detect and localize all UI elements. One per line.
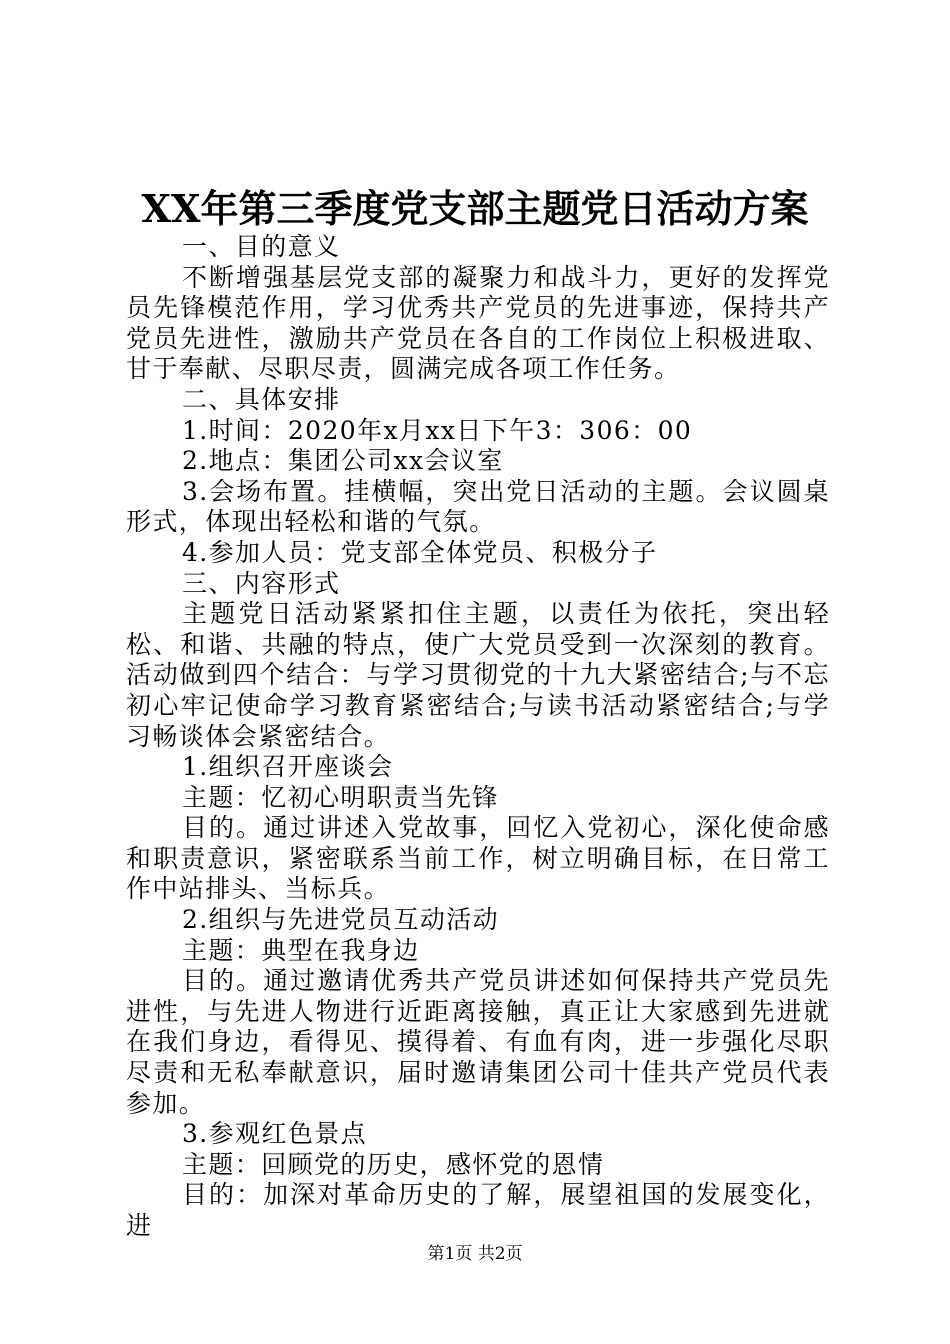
list-item: 2.地点：集团公司xx会议室 <box>182 446 504 476</box>
paragraph: 目的：加深对革命历史的了解，展望祖国的发展变化，进 <box>126 1180 830 1240</box>
subsection-heading: 3.参观红色景点 <box>182 1119 368 1149</box>
paragraph: 主题：忆初心明职责当先锋 <box>182 782 499 812</box>
paragraph: 不断增强基层党支部的凝聚力和战斗力，更好的发挥党员先锋模范作用，学习优秀共产党员的先进事迹，保持共产党员先进性，激励共产党员在各自的工作岗位上积极进取、甘于奉献、尽职尽责，圆满完成各项工作任务。 <box>126 262 830 384</box>
paragraph: 目的。通过邀请优秀共产党员讲述如何保持共产党员先进性，与先进人物进行近距离接触，真正让大家感到先进就在我们身边，看得见、摸得着、有血有肉，进一步强化尽职尽责和无私奉献意识，届时邀请集团公司十佳共产党员代表参加。 <box>126 966 830 1118</box>
subsection-heading: 1.组织召开座谈会 <box>182 752 394 782</box>
page-title: XX年第三季度党支部主题党日活动方案 <box>141 186 809 231</box>
paragraph: 主题党日活动紧紧扣住主题，以责任为依托，突出轻松、和谐、共融的特点，使广大党员受到一次深刻的教育。活动做到四个结合：与学习贯彻党的十九大紧密结合;与不忘初心牢记使命学习教育紧密结合;与读书活动紧密结合;与学习畅谈体会紧密结合。 <box>126 599 830 751</box>
section-heading: 一、目的意义 <box>182 232 341 261</box>
subsection-heading: 2.组织与先进党员互动活动 <box>182 905 500 935</box>
section-heading: 三、内容形式 <box>182 568 341 598</box>
list-item: 4.参加人员：党支部全体党员、积极分子 <box>182 537 658 567</box>
list-item: 1.时间：2020年x月xx日下午3：306：00 <box>182 415 693 445</box>
paragraph: 主题：典型在我身边 <box>182 935 420 965</box>
list-item: 3.会场布置。挂横幅，突出党日活动的主题。会议圆桌形式，体现出轻松和谐的气氛。 <box>126 476 830 537</box>
page-footer: 第1页 共2页 <box>427 1244 523 1264</box>
document-body <box>126 232 830 1242</box>
paragraph: 目的。通过讲述入党故事，回忆入党初心，深化使命感和职责意识，紧密联系当前工作，树立明确目标，在日常工作中站排头、当标兵。 <box>126 813 830 904</box>
section-heading: 二、具体安排 <box>182 384 341 414</box>
paragraph: 主题：回顾党的历史，感怀党的恩情 <box>182 1149 605 1179</box>
